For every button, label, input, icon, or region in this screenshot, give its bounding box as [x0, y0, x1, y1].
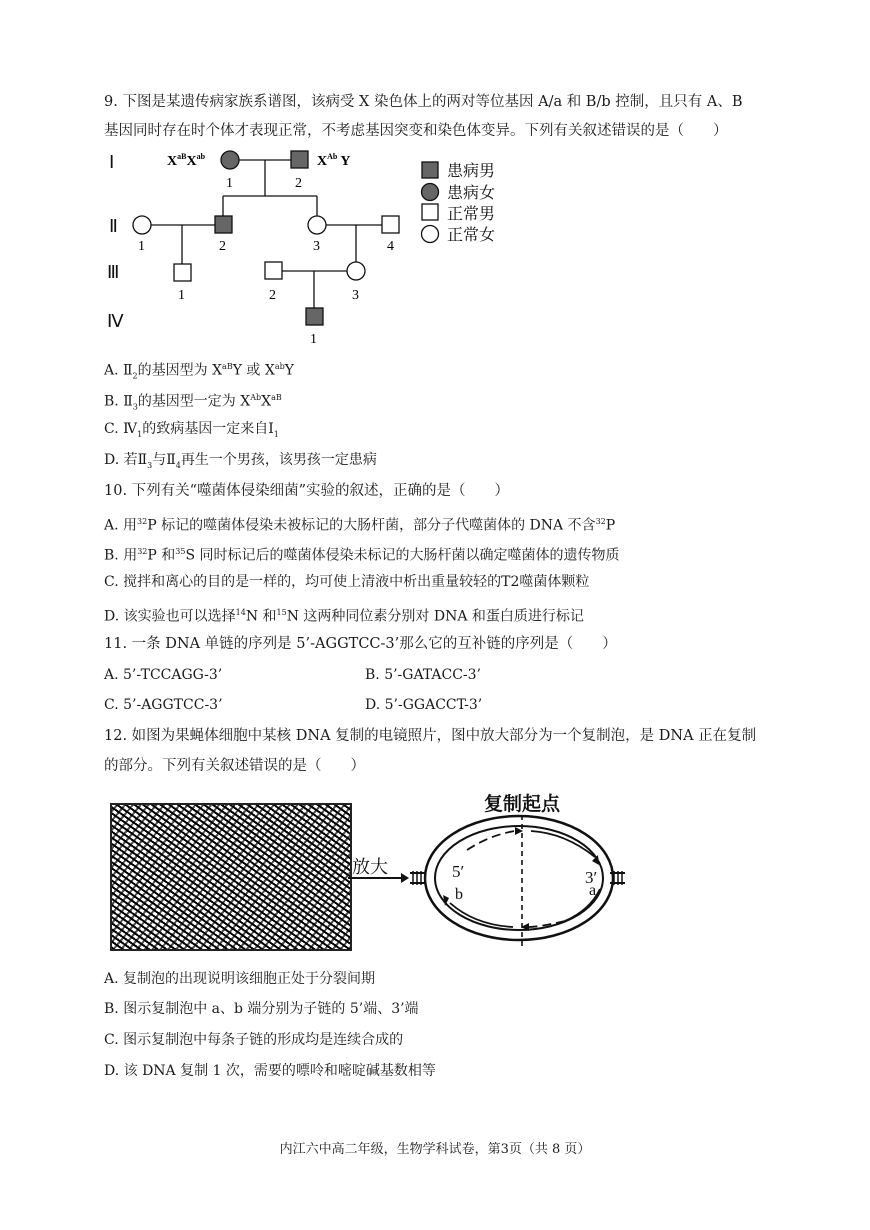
- q12-option-b: B. 图示复制泡中 a、b 端分别为子链的 5’端、3’端: [104, 1001, 419, 1017]
- q11-stem: 11. 一条 DNA 单链的序列是 5’-AGGTCC-3’那么它的互补链的序列是（ ）: [104, 636, 617, 652]
- label-II1: 1: [138, 239, 145, 254]
- five-prime-label: 5′: [452, 862, 465, 881]
- q10-option-b: B. 用$^{32}$P 和$^{35}$S 同时标记后的噬菌体侵染未标记的大肠杆菌以确定噬菌体的遗传物质: [104, 547, 620, 564]
- page-footer: 内江六中高二年级，生物学科试卷，第3页（共 8 页）: [279, 1142, 591, 1157]
- q9-stem-line1: 9. 下图是某遗传病家族系谱图，该病受 X 染色体上的两对等位基因 A/a 和 B/b 控制，且只有 A、B: [104, 94, 743, 110]
- label-III1: 1: [178, 288, 185, 303]
- generation-II: Ⅱ: [109, 216, 118, 236]
- normal-male-III1: [174, 264, 191, 281]
- q12-stem-line1: 12. 如图为果蝇体细胞中某核 DNA 复制的电镜照片，图中放大部分为一个复制泡，是 DNA 正在复制: [104, 728, 757, 744]
- q9-option-d: D. 若$Ⅱ_3$与$Ⅱ_4$再生一个男孩，该男孩一定患病: [104, 452, 377, 470]
- label-I2: 2: [295, 176, 302, 191]
- genotype-I1: $X^{aB}X^{ab}$: [167, 152, 206, 169]
- q12-stem-line2: 的部分。下列有关叙述错误的是（ ）: [104, 758, 365, 774]
- q11-option-c: C. 5’-AGGTCC-3’: [104, 697, 223, 713]
- affected-male-I2: [291, 151, 308, 168]
- magnify-label: 放大: [352, 857, 388, 878]
- legend-affected-female: 患病女: [447, 183, 496, 202]
- pedigree-chart: [95, 140, 535, 355]
- q12-option-a: A. 复制泡的出现说明该细胞正处于分裂间期: [104, 971, 376, 987]
- q10-option-c: C. 搅拌和离心的目的是一样的，均可使上清液中析出重量较轻的T2噬菌体颗粒: [104, 574, 590, 590]
- normal-female-II3: [308, 216, 326, 234]
- label-III3: 3: [352, 288, 359, 303]
- genotype-I2: $X^{Ab}$ Y: [317, 152, 351, 169]
- q11-option-d: D. 5’-GGACCT-3’: [365, 697, 483, 713]
- label-II4: 4: [387, 239, 394, 254]
- label-I1: 1: [226, 176, 233, 191]
- label-IV1: 1: [310, 332, 317, 347]
- legend-affected-female-icon: [422, 184, 439, 201]
- q11-option-b: B. 5’-GATACC-3’: [365, 667, 481, 683]
- q10-option-d: D. 该实验也可以选择$^{14}$N 和$^{15}$N 这两种同位素分别对 DNA 和蛋白质进行标记: [104, 608, 584, 625]
- legend-normal-female: 正常女: [447, 225, 496, 244]
- label-II2: 2: [219, 239, 226, 254]
- q11-option-a: A. 5’-TCCAGG-3’: [104, 667, 223, 683]
- legend-normal-female-icon: [422, 226, 439, 243]
- affected-male-IV1: [306, 308, 323, 325]
- legend-normal-male-icon: [422, 204, 438, 220]
- normal-female-II1: [133, 216, 151, 234]
- end-a-label: a: [589, 882, 597, 899]
- generation-I: Ⅰ: [109, 152, 115, 172]
- q10-stem: 10. 下列有关“噬菌体侵染细菌”实验的叙述，正确的是（ ）: [104, 483, 509, 499]
- q9-option-a: A. $Ⅱ_2$的基因型为 $X^{aB}Y$ 或 $X^{ab}Y$: [104, 362, 294, 381]
- q12-option-c: C. 图示复制泡中每条子链的形成均是连续合成的: [104, 1032, 404, 1048]
- replication-bubble-diagram: [95, 785, 655, 960]
- legend-affected-male: 患病男: [447, 161, 496, 180]
- generation-IV: Ⅳ: [107, 311, 124, 331]
- end-b-label: b: [455, 886, 463, 903]
- affected-female-I1: [221, 151, 239, 169]
- q9-option-b: B. $Ⅱ_3$的基因型一定为 $X^{Ab}X^{aB}$: [104, 393, 282, 412]
- legend-normal-male: 正常男: [447, 204, 496, 223]
- three-prime-label: 3′: [585, 868, 598, 887]
- legend-affected-male-icon: [422, 162, 438, 178]
- origin-label: 复制起点: [484, 793, 561, 815]
- label-III2: 2: [269, 288, 276, 303]
- normal-male-II4: [382, 216, 399, 233]
- affected-male-II2: [215, 216, 232, 233]
- normal-female-III3: [347, 262, 365, 280]
- q10-option-a: A. 用$^{32}$P 标记的噬菌体侵染未被标记的大肠杆菌，部分子代噬菌体的 DNA 不含$^{32}$P: [104, 517, 616, 534]
- label-II3: 3: [313, 239, 320, 254]
- generation-III: Ⅲ: [107, 262, 120, 282]
- q9-stem-line2: 基因同时存在时个体才表现正常，不考虑基因突变和染色体变异。下列有关叙述错误的是（ ）: [104, 123, 728, 139]
- q12-option-d: D. 该 DNA 复制 1 次，需要的嘌呤和嘧啶碱基数相等: [104, 1063, 436, 1079]
- q9-option-c: C. $Ⅳ_1$的致病基因一定来自$Ⅰ_1$: [104, 421, 279, 439]
- normal-male-III2: [265, 262, 282, 279]
